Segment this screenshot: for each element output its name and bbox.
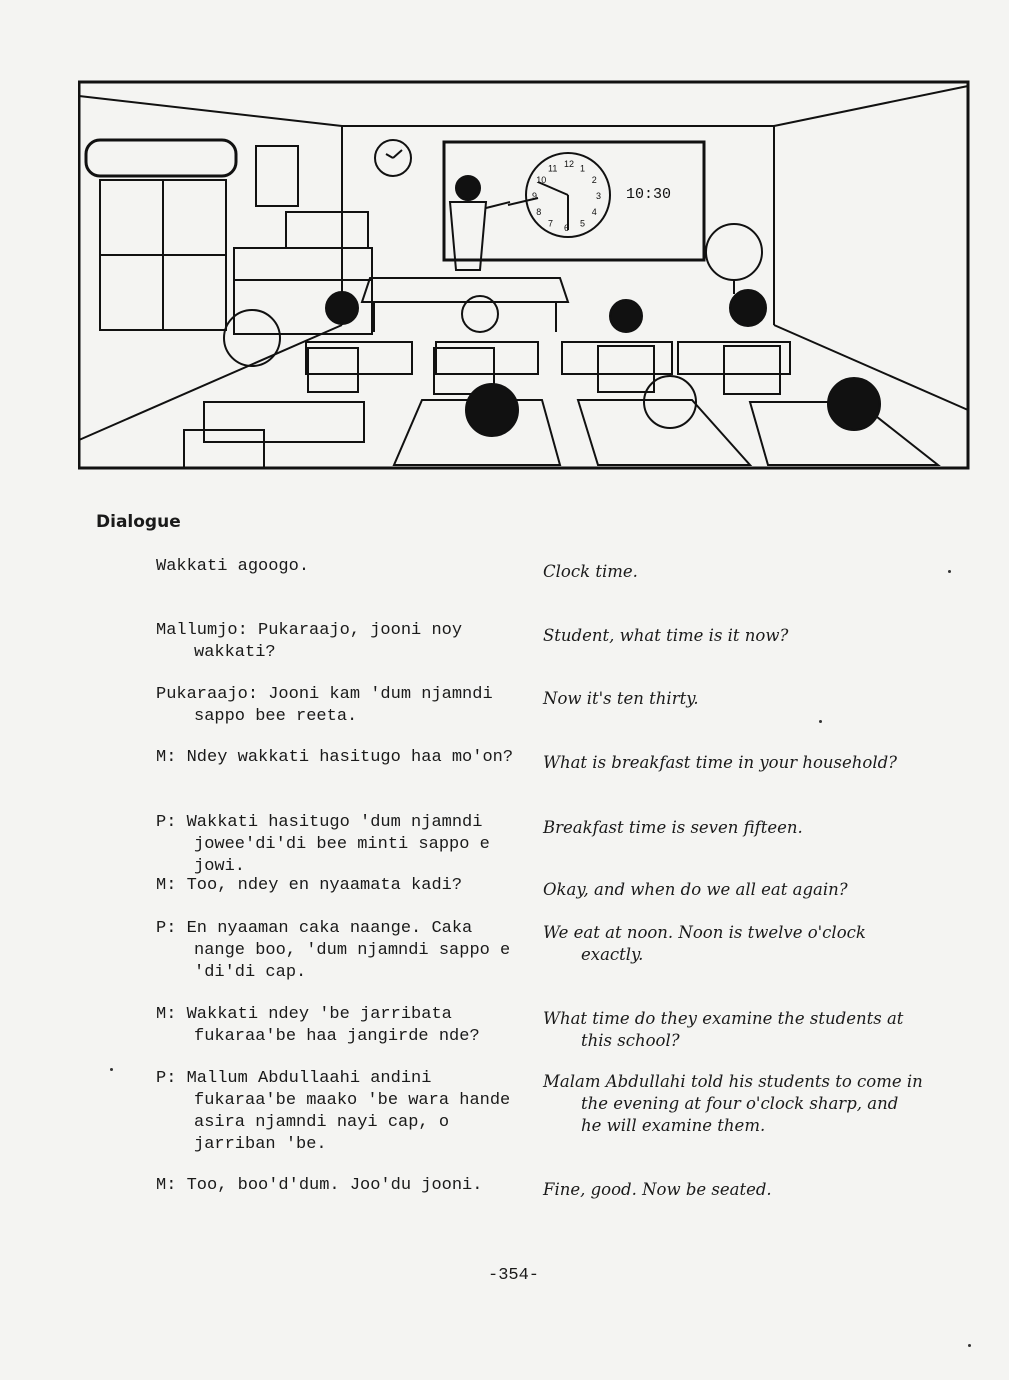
clock-number: 4 [591, 207, 597, 217]
scan-speck [948, 570, 951, 573]
english-line: Clock time. [543, 562, 638, 581]
english-line: What time do they examine the students at this school? [543, 1009, 904, 1050]
fulfulde-line: Wakkati agoogo. [156, 557, 310, 576]
clock-number: 8 [536, 207, 542, 217]
fulfulde-line: P: Wakkati hasitugo 'dum njamndi jowee'di'di bee minti sappo e jowi. [156, 813, 490, 876]
scan-speck [968, 1344, 971, 1347]
english-line: Okay, and when do we all eat again? [543, 880, 848, 899]
fulfulde-line: Mallumjo: Pukaraajo, jooni noy wakkati? [156, 621, 463, 662]
fulfulde-line: P: En nyaaman caka naange. Caka nange boo, 'dum njamndi sappo e 'di'di cap. [156, 919, 511, 982]
scan-speck [819, 720, 822, 723]
clock-number: 1 [580, 163, 586, 174]
clock-number: 2 [591, 175, 597, 185]
english-line: Malam Abdullahi told his students to come in the evening at four o'clock sharp, and he will examine them. [543, 1072, 923, 1135]
clock-number: 7 [548, 218, 554, 229]
fulfulde-line: M: Too, boo'd'dum. Joo'du jooni. [156, 1176, 483, 1195]
classroom-illustration [78, 80, 970, 470]
clock-number: 6 [564, 223, 570, 233]
clock-number: 10 [536, 175, 547, 185]
fulfulde-line: M: Too, ndey en nyaamata kadi? [156, 876, 463, 895]
scan-speck [110, 1068, 113, 1071]
english-line: Fine, good. Now be seated. [543, 1180, 772, 1199]
clock-number: 11 [548, 163, 558, 174]
english-line: What is breakfast time in your household? [543, 753, 898, 772]
fulfulde-line: P: Mallum Abdullaahi andini fukaraa'be maako 'be wara hande asira njamndi nayi cap, o jarriban 'be. [156, 1069, 511, 1154]
board-time-text: 10:30 [626, 186, 672, 203]
fulfulde-line: Pukaraajo: Jooni kam 'dum njamndi sappo bee reeta. [156, 685, 493, 726]
english-line: Breakfast time is seven fifteen. [543, 818, 803, 837]
english-line: Now it's ten thirty. [543, 689, 699, 708]
clock-number: 5 [580, 218, 586, 229]
clock-number: 3 [596, 191, 602, 201]
section-heading: Dialogue [96, 512, 181, 532]
page-number: -354- [488, 1266, 540, 1285]
fulfulde-line: M: Ndey wakkati hasitugo haa mo'on? [156, 748, 514, 767]
english-line: We eat at noon. Noon is twelve o'clock exactly. [543, 923, 866, 964]
clock-number: 12 [564, 159, 575, 169]
fulfulde-line: M: Wakkati ndey 'be jarribata fukaraa'be haa jangirde nde? [156, 1005, 480, 1046]
globe-icon [706, 224, 762, 294]
clock-number: 9 [532, 191, 538, 201]
teacher-figure [450, 176, 510, 270]
english-line: Student, what time is it now? [543, 626, 789, 645]
wall-clock-icon [375, 140, 411, 176]
